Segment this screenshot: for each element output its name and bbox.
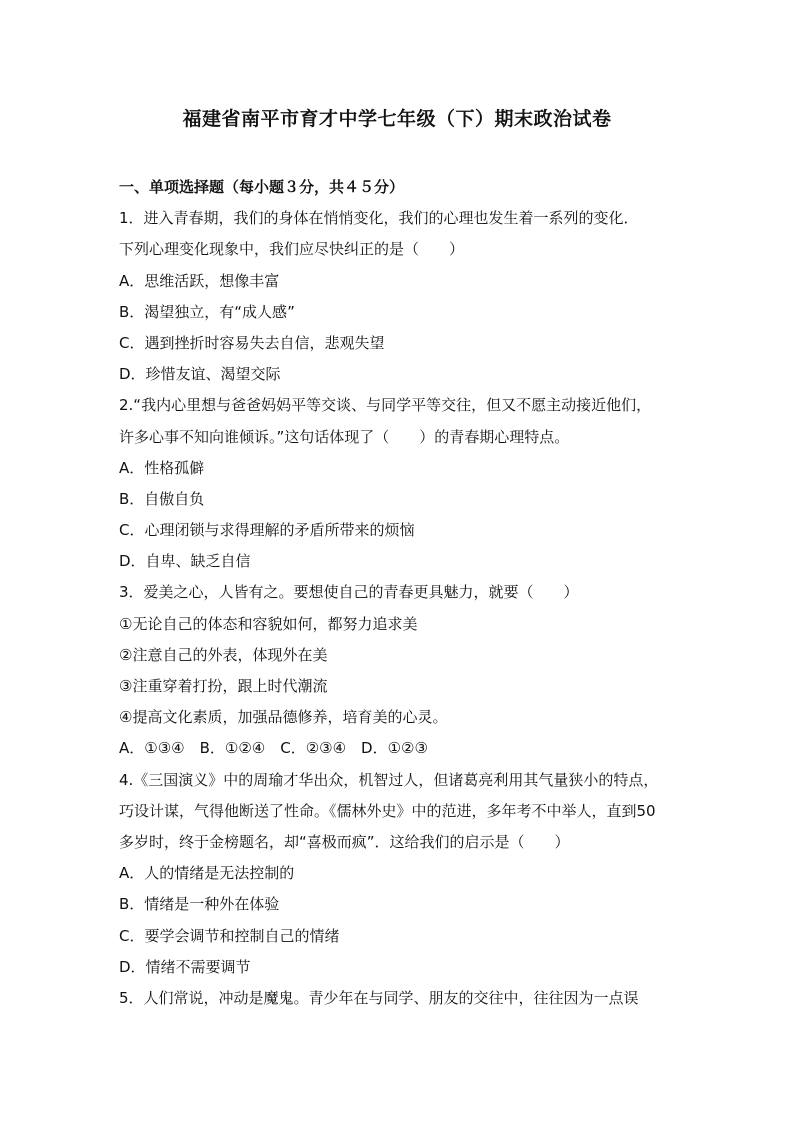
q2-option-b: B．自傲自负	[119, 489, 205, 508]
q1-stem-line-1: 1．进入青春期，我们的身体在悄悄变化，我们的心理也发生着一系列的变化．	[119, 209, 639, 228]
q4-option-a: A．人的情绪是无法控制的	[119, 864, 295, 883]
exam-title: 福建省南平市育才中学七年级（下）期末政治试卷	[182, 108, 612, 130]
q3-stem: 3．爱美之心，人皆有之。要想使自己的青春更具魅力，就要（ ）	[119, 583, 579, 602]
q1-stem-line-2: 下列心理变化现象中，我们应尽快纠正的是（ ）	[119, 240, 465, 259]
q4-stem-line-1: 4.《三国演义》中的周瑜才华出众，机智过人，但诸葛亮利用其气量狭小的特点，	[119, 770, 659, 789]
q2-stem-line-2: 许多心事不知向谁倾诉。”这句话体现了（ ）的青春期心理特点。	[119, 427, 570, 446]
q1-option-a: A．思维活跃，想像丰富	[119, 271, 280, 290]
q2-stem-line-1: 2.“我内心里想与爸爸妈妈平等交谈、与同学平等交往，但又不愿主动接近他们，	[119, 396, 652, 415]
q1-option-b: B．渴望独立，有“成人感”	[119, 302, 295, 321]
q3-statement-3: ③注重穿着打扮，跟上时代潮流	[119, 677, 328, 695]
q2-option-c: C．心理闭锁与求得理解的矛盾所带来的烦恼	[119, 521, 415, 540]
exam-content	[119, 172, 689, 1014]
q1-option-d: D．珍惜友谊、渴望交际	[119, 365, 281, 384]
q3-statement-2: ②注意自己的外表，体现外在美	[119, 645, 328, 664]
q2-option-a: A．性格孤僻	[119, 458, 205, 477]
q1-option-c: C．遇到挫折时容易失去自信，悲观失望	[119, 333, 385, 352]
q5-stem-line-1: 5．人们常说，冲动是魔鬼。青少年在与同学、朋友的交往中，往往因为一点误	[119, 988, 639, 1007]
q4-option-c: C．要学会调节和控制自己的情绪	[119, 926, 340, 945]
section-header: 一、单项选择题（每小题３分，共４５分）	[119, 178, 405, 196]
q4-option-d: D．情绪不需要调节	[119, 957, 251, 976]
q2-option-d: D．自卑、缺乏自信	[119, 552, 251, 571]
q4-stem-line-2: 巧设计谋，气得他断送了性命。《儒林外史》中的范进，多年考不中举人，直到50	[119, 801, 656, 820]
q3-options: A．①③④ B．①②④ C．②③④ D．①②③	[119, 739, 428, 758]
q4-option-b: B．情绪是一种外在体验	[119, 895, 280, 914]
q3-statement-1: ①无论自己的体态和容貌如何，都努力追求美	[119, 614, 418, 633]
q4-stem-line-3: 多岁时，终于金榜题名，却“喜极而疯”．这给我们的启示是（ ）	[119, 832, 570, 851]
q3-statement-4: ④提高文化素质，加强品德修养，培育美的心灵。	[119, 708, 448, 727]
